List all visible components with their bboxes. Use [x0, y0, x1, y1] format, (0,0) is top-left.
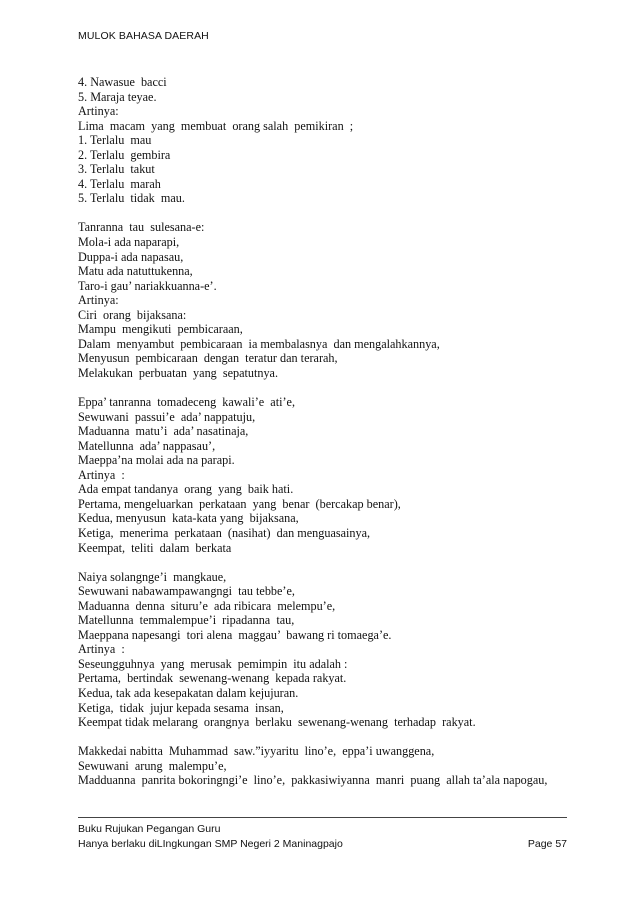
page-footer [78, 822, 567, 852]
text-line: 2. Terlalu gembira [78, 147, 171, 162]
text-line: Matellunna ada’ nappasau’, [78, 438, 216, 453]
text-line: Seseungguhnya yang merusak pemimpin itu adalah : [78, 656, 348, 671]
text-line: Artinya: [78, 293, 119, 308]
text-line: Menyusun pembicaraan dengan teratur dan terarah, [78, 351, 338, 366]
text-line: Maduanna denna situru’e ada ribicara melempu’e, [78, 598, 336, 613]
text-line: Artinya : [78, 467, 125, 482]
text-line: Madduanna panrita bokoringngi’e lino’e, pakkasiwiyanna manri puang allah ta’ala napogau, [78, 773, 548, 788]
footer-divider [78, 817, 567, 818]
text-line: Pertama, bertindak sewenang-wenang kepada rakyat. [78, 671, 347, 686]
text-line: Sewuwani arung malempu’e, [78, 758, 227, 773]
text-line: 4. Terlalu marah [78, 176, 161, 191]
text-line: 5. Maraja teyae. [78, 89, 157, 104]
text-line: Makkedai nabitta Muhammad saw.”iyyaritu lino’e, eppa’i uwanggena, [78, 744, 435, 759]
text-line: Ada empat tandanya orang yang baik hati. [78, 482, 294, 497]
text-line: Ketiga, menerima perkataan (nasihat) dan menguasainya, [78, 525, 371, 540]
text-line: Kedua, tak ada kesepakatan dalam kejujuran. [78, 685, 299, 700]
text-line: Eppa’ tanranna tomadeceng kawali’e ati’e, [78, 395, 296, 410]
text-line: Mampu mengikuti pembicaraan, [78, 322, 243, 337]
text-line: 5. Terlalu tidak mau. [78, 191, 185, 206]
text-line: Matellunna temmalempue’i ripadanna tau, [78, 613, 295, 628]
text-line: 1. Terlalu mau [78, 133, 152, 148]
footer-usage-note: Hanya berlaku diLIngkungan SMP Negeri 2 Maninagpajo [78, 838, 343, 850]
text-line: Pertama, mengeluarkan perkataan yang benar (bercakap benar), [78, 496, 401, 511]
text-block [78, 75, 598, 206]
text-line: Keempat, teliti dalam berkata [78, 540, 232, 555]
text-block [78, 220, 598, 380]
page-number: Page 57 [527, 838, 567, 850]
text-line: Lima macam yang membuat orang salah pemikiran ; [78, 118, 354, 133]
paragraph-gap [78, 206, 598, 221]
text-line: Mola-i ada naparapi, [78, 235, 180, 250]
paragraph-gap [78, 555, 598, 570]
text-line: Duppa-i ada napasau, [78, 249, 184, 264]
text-line: Ciri orang bijaksana: [78, 307, 187, 322]
text-line: Maduanna matu’i ada’ nasatinaja, [78, 424, 249, 439]
text-line: Taro-i gau’ nariakkuanna-e’. [78, 278, 217, 293]
text-line: 3. Terlalu takut [78, 162, 155, 177]
text-line: Artinya: [78, 104, 119, 119]
text-line: Sewuwani passui’e ada’ nappatuju, [78, 409, 256, 424]
text-block [78, 570, 598, 730]
text-line: Keempat tidak melarang orangnya berlaku sewenang-wenang terhadap rakyat. [78, 715, 476, 730]
text-line: 4. Nawasue bacci [78, 75, 167, 89]
text-line: Ketiga, tidak jujur kepada sesama insan, [78, 700, 284, 715]
text-line: Maeppana napesangi tori alena maggau’ bawang ri tomaega’e. [78, 627, 392, 642]
text-block [78, 395, 598, 555]
text-line: Naiya solangnge’i mangkaue, [78, 569, 227, 584]
text-block [78, 744, 598, 788]
text-line: Maeppa’na molai ada na parapi. [78, 453, 235, 468]
text-line: Sewuwani nabawampawangngi tau tebbe’e, [78, 584, 295, 599]
text-line: Tanranna tau sulesana-e: [78, 220, 205, 235]
document-body [78, 75, 598, 788]
text-line: Melakukan perbuatan yang sepatutnya. [78, 365, 279, 380]
paragraph-gap [78, 730, 598, 745]
text-line: Kedua, menyusun kata-kata yang bijaksana, [78, 511, 299, 526]
footer-book-title: Buku Rujukan Pegangan Guru [78, 823, 221, 835]
text-line: Dalam menyambut pembicaraan ia membalasnya dan mengalahkannya, [78, 336, 440, 351]
text-line: Artinya : [78, 642, 125, 657]
text-line: Matu ada natuttukenna, [78, 264, 193, 279]
paragraph-gap [78, 380, 598, 395]
running-header: MULOK BAHASA DAERAH [78, 30, 209, 42]
